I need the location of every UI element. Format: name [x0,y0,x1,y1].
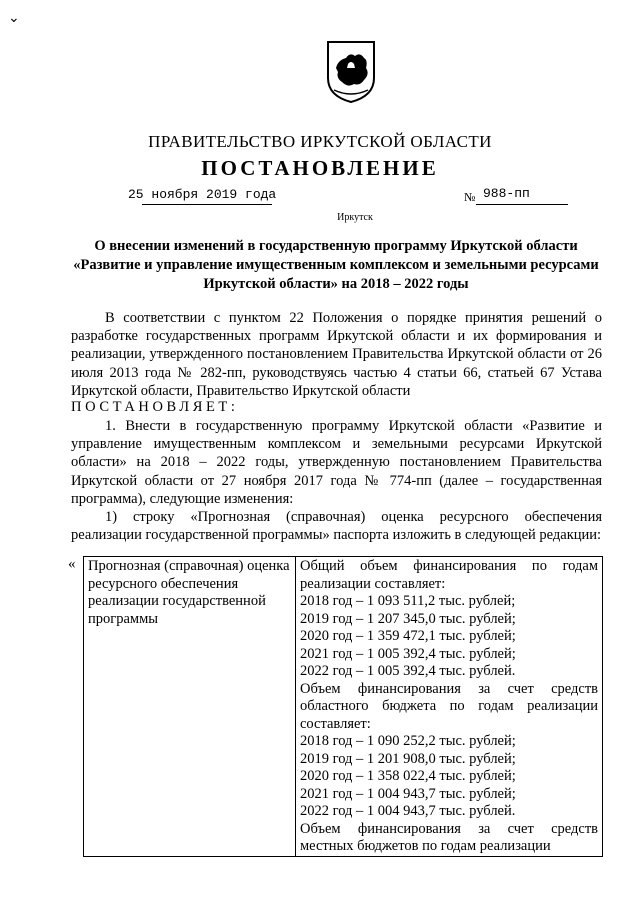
funding-line: 2022 год – 1 004 943,7 тыс. рублей. [300,803,516,819]
number-sign: № [464,190,476,204]
document-type-title: ПОСТАНОВЛЕНИЕ [201,156,439,180]
preamble-paragraph: В соответствии с пунктом 22 Положения о порядке принятия решений о разработке государственных программ Иркутской области и их формирования и реализации, утвержденного постановлением Правительства Иркутской области от 26 июля 2013 года № 282-пп, руководствуясь частью 4 статьи 66, статьей 67 Устава Иркутской области, Правительство Иркутской области [71,310,602,399]
coat-of-arms-emblem [324,38,378,104]
funding-line: 2022 год – 1 005 392,4 тыс. рублей. [300,663,516,679]
funding-line: 2018 год – 1 093 511,2 тыс. рублей; [300,593,516,609]
funding-line: 2020 год – 1 359 472,1 тыс. рублей; [300,628,516,644]
row-title-cell: Прогнозная (справочная) оценка ресурсного обеспечения реализации государственной программы [84,557,296,857]
funding-line: 2021 год – 1 004 943,7 тыс. рублей; [300,785,516,802]
funding-line: 2019 год – 1 201 908,0 тыс. рублей; [300,750,516,767]
funding-line: 2020 год – 1 358 022,4 тыс. рублей; [300,768,516,784]
funding-line: 2021 год – 1 005 392,4 тыс. рублей; [300,645,516,662]
document-subject: О внесении изменений в государственную программу Иркутской области «Развитие и управление имущественным комплексом и земельными ресурсами Иркутской области» на 2018 – 2022 годы [73,238,599,292]
number-underline [476,204,568,205]
date-underline [142,204,272,205]
funding-cell [296,557,603,857]
item-1-1-paragraph: 1) строку «Прогнозная (справочная) оценка ресурсного обеспечения реализации государственной программы» паспорта изложить в следующей редакции: [71,509,602,544]
passport-table [83,556,603,857]
city-name: Иркутск [337,212,373,223]
funding-line: 2019 год – 1 207 345,0 тыс. рублей; [300,610,516,627]
funding-line: Объем финансирования за счет средств областного бюджета по годам реализации составляет: [300,680,598,732]
resolve-word: ПОСТАНОВЛЯЕТ: [71,399,239,415]
funding-line: Объем финансирования за счет средств местных бюджетов по годам реализации [300,820,598,854]
document-number: 988-пп [483,186,530,201]
funding-line: 2018 год – 1 090 252,2 тыс. рублей; [300,733,516,749]
document-date: 25 ноября 2019 года [128,187,277,202]
item-1-paragraph: 1. Внести в государственную программу Иркутской области «Развитие и управление имущественным комплексом и земельными ресурсами Иркутской области» на 2018 – 2022 годы, утвержденную постановлением Правительства Иркутской области от 27 ноября 2017 года № 774-пп (далее – государственная программа), следующие изменения: [71,418,602,507]
opening-quote: « [68,556,76,572]
table-row [84,557,603,857]
corner-mark: ⌄ [8,11,20,26]
organization-name: ПРАВИТЕЛЬСТВО ИРКУТСКОЙ ОБЛАСТИ [148,132,492,151]
funding-line: Общий объем финансирования по годам реализации составляет: [300,558,598,592]
